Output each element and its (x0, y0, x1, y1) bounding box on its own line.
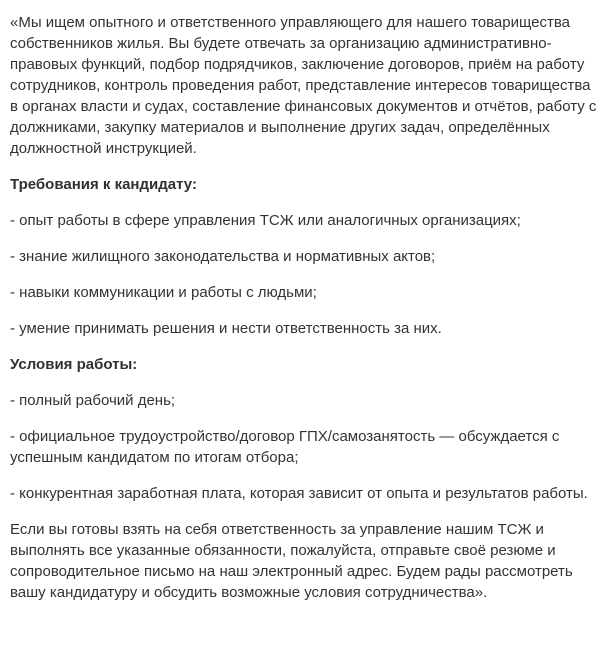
requirement-item-1: - опыт работы в сфере управления ТСЖ или аналогичных организациях; (10, 212, 521, 229)
requirement-item-4: - умение принимать решения и нести ответственность за них. (10, 320, 442, 337)
condition-item-1: - полный рабочий день; (10, 392, 176, 409)
closing-paragraph: Если вы готовы взять на себя ответственность за управление нашим ТСЖ и выполнять все указанные обязанности, пожалуйста, отправьте своё резюме и сопроводительное письмо на наш электронный адрес. Будем рады рассмотреть вашу кандидатуру и обсудить возможные условия сотрудничества». (10, 521, 573, 601)
requirements-heading: Требования к кандидату: (10, 176, 197, 193)
requirement-item-3: - навыки коммуникации и работы с людьми; (10, 284, 317, 301)
requirement-item-2: - знание жилищного законодательства и нормативных актов; (10, 248, 436, 265)
conditions-heading: Условия работы: (10, 356, 138, 373)
condition-item-2: - официальное трудоустройство/договор ГПХ/самозанятость — обсуждается с успешным кандидатом по итогам отбора; (10, 428, 560, 466)
condition-item-3: - конкурентная заработная плата, которая зависит от опыта и результатов работы. (10, 485, 588, 502)
intro-paragraph: «Мы ищем опытного и ответственного управляющего для нашего товарищества собственников жилья. Вы будете отвечать за организацию административно-правовых функций, подбор подрядчиков, заключение договоров, приём на работу сотрудников, контроль проведения работ, представление интересов товарищества в органах власти и судах, составление финансовых документов и отчётов, работу с должниками, закупку материалов и выполнение других задач, определённых должностной инструкцией. (10, 14, 597, 157)
